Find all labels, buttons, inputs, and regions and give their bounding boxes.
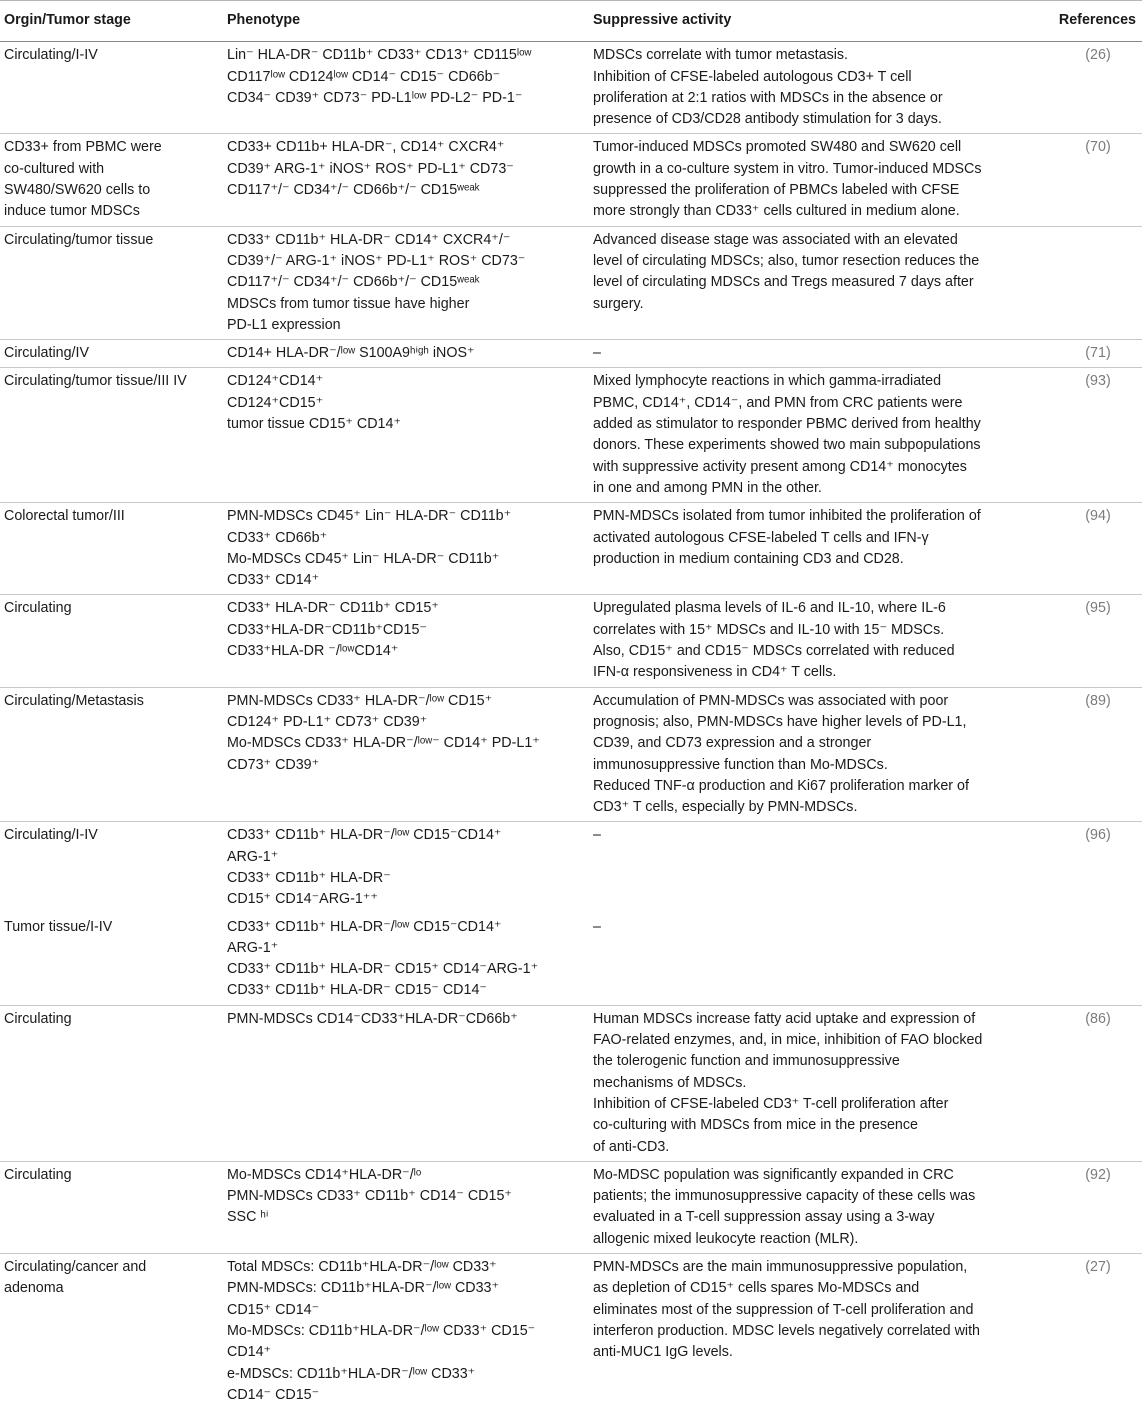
phenotype-line: CD34⁻ CD39⁺ CD73⁻ PD-L1ˡᵒʷ PD-L2⁻ PD-1⁻ xyxy=(227,89,523,106)
activity-line: Also, CD15⁺ and CD15⁻ MDSCs correlated with reduced xyxy=(593,643,955,660)
origin-line: Circulating/I-IV xyxy=(4,47,98,64)
origin-cell xyxy=(0,368,223,503)
origin-cell xyxy=(0,687,223,822)
table-row xyxy=(0,1161,1142,1253)
header-activity: Suppressive activity xyxy=(589,1,1028,42)
origin-line: Circulating/IV xyxy=(4,345,90,362)
table-row xyxy=(0,1005,1142,1161)
activity-cell xyxy=(589,914,1028,1006)
activity-line: – xyxy=(593,827,601,844)
origin-line: Circulating/Metastasis xyxy=(4,692,144,709)
activity-cell xyxy=(589,595,1028,687)
activity-line: evaluated in a T-cell suppression assay using a 3-way xyxy=(593,1209,935,1226)
phenotype-cell xyxy=(223,1161,589,1253)
activity-line: presence of CD3/CD28 antibody stimulation for 3 days. xyxy=(593,111,942,128)
origin-line: Circulating xyxy=(4,600,72,617)
activity-line: FAO-related enzymes, and, in mice, inhibition of FAO blocked xyxy=(593,1032,983,1049)
origin-line: Tumor tissue/I-IV xyxy=(4,918,113,935)
origin-line: Circulating/tumor tissue xyxy=(4,231,154,248)
phenotype-line: Mo-MDSCs CD14⁺HLA-DR⁻/ˡᵒ xyxy=(227,1166,422,1183)
activity-line: Accumulation of PMN-MDSCs was associated with poor xyxy=(593,692,949,709)
activity-line: CD3⁺ T cells, especially by PMN-MDSCs. xyxy=(593,799,858,816)
phenotype-line: CD117ˡᵒʷ CD124ˡᵒʷ CD14⁻ CD15⁻ CD66b⁻ xyxy=(227,68,501,85)
phenotype-line: e-MDSCs: CD11b⁺HLA-DR⁻/ˡᵒʷ CD33⁺ xyxy=(227,1365,476,1382)
phenotype-line: ARG-1⁺ xyxy=(227,848,279,865)
activity-cell xyxy=(589,134,1028,226)
phenotype-line: Lin⁻ HLA-DR⁻ CD11b⁺ CD33⁺ CD13⁺ CD115ˡᵒʷ xyxy=(227,47,532,64)
activity-line: Advanced disease stage was associated with an elevated xyxy=(593,231,958,248)
origin-line: Colorectal tumor/III xyxy=(4,508,125,525)
reference-cell xyxy=(1028,226,1142,339)
activity-line: prognosis; also, PMN-MDSCs have higher levels of PD-L1, xyxy=(593,713,967,730)
activity-line: of anti-CD3. xyxy=(593,1138,670,1155)
reference-cell: (86) xyxy=(1028,1005,1142,1161)
activity-line: IFN-α responsiveness in CD4⁺ T cells. xyxy=(593,664,837,681)
phenotype-line: CD33⁺HLA-DR ⁻/ˡᵒʷCD14⁺ xyxy=(227,643,399,660)
activity-cell xyxy=(589,687,1028,822)
header-references: References xyxy=(1028,1,1142,42)
origin-line: SW480/SW620 cells to xyxy=(4,182,151,199)
reference-cell: (92) xyxy=(1028,1161,1142,1253)
table-row xyxy=(0,42,1142,134)
activity-cell xyxy=(589,340,1028,368)
activity-cell xyxy=(589,1005,1028,1161)
activity-line: immunosuppressive function than Mo-MDSCs. xyxy=(593,756,888,773)
activity-cell xyxy=(589,226,1028,339)
activity-line: correlates with 15⁺ MDSCs and IL-10 with 15⁻ MDSCs. xyxy=(593,621,945,638)
activity-line: as depletion of CD15⁺ cells spares Mo-MDSCs and xyxy=(593,1280,920,1297)
activity-cell xyxy=(589,42,1028,134)
activity-line: donors. These experiments showed two main subpopulations xyxy=(593,437,981,454)
phenotype-line: CD33⁺ CD11b⁺ HLA-DR⁻/ˡᵒʷ CD15⁻CD14⁺ xyxy=(227,918,502,935)
table-row xyxy=(0,340,1142,368)
phenotype-line: CD33⁺ CD11b⁺ HLA-DR⁻ CD15⁺ CD14⁻ARG-1⁺ xyxy=(227,961,539,978)
activity-cell xyxy=(589,822,1028,914)
phenotype-line: CD124⁺CD15⁺ xyxy=(227,394,324,411)
origin-cell xyxy=(0,1254,223,1409)
phenotype-cell xyxy=(223,914,589,1006)
activity-line: with suppressive activity present among CD14⁺ monocytes xyxy=(593,458,967,475)
table-row xyxy=(0,595,1142,687)
table-row xyxy=(0,687,1142,822)
origin-cell xyxy=(0,42,223,134)
table-row xyxy=(0,226,1142,339)
origin-line: Circulating xyxy=(4,1010,72,1027)
activity-line: PMN-MDSCs isolated from tumor inhibited the proliferation of xyxy=(593,508,981,525)
activity-line: MDSCs correlate with tumor metastasis. xyxy=(593,47,849,64)
phenotype-line: CD14⁻ CD15⁻ xyxy=(227,1386,320,1403)
origin-line: Circulating xyxy=(4,1166,72,1183)
activity-line: Inhibition of CFSE-labeled CD3⁺ T-cell proliferation after xyxy=(593,1095,949,1112)
activity-line: PMN-MDSCs are the main immunosuppressive population, xyxy=(593,1259,968,1276)
phenotype-line: CD33⁺ HLA-DR⁻ CD11b⁺ CD15⁺ xyxy=(227,600,439,617)
origin-line: adenoma xyxy=(4,1280,64,1297)
phenotype-line: CD14⁺ xyxy=(227,1344,272,1361)
activity-line: Mixed lymphocyte reactions in which gamma-irradiated xyxy=(593,373,942,390)
reference-cell: (93) xyxy=(1028,368,1142,503)
activity-cell xyxy=(589,503,1028,595)
phenotype-line: tumor tissue CD15⁺ CD14⁺ xyxy=(227,416,402,433)
activity-line: Human MDSCs increase fatty acid uptake and expression of xyxy=(593,1010,976,1027)
phenotype-line: CD33⁺ CD66b⁺ xyxy=(227,529,328,546)
phenotype-cell xyxy=(223,1254,589,1409)
phenotype-line: PMN-MDSCs CD45⁺ Lin⁻ HLA-DR⁻ CD11b⁺ xyxy=(227,508,512,525)
reference-cell: (71) xyxy=(1028,340,1142,368)
phenotype-line: CD33⁺ CD11b⁺ HLA-DR⁻ xyxy=(227,869,391,886)
phenotype-line: Mo-MDSCs CD33⁺ HLA-DR⁻/ˡᵒʷ⁻ CD14⁺ PD-L1⁺ xyxy=(227,735,540,752)
origin-cell xyxy=(0,340,223,368)
phenotype-cell xyxy=(223,822,589,914)
phenotype-cell xyxy=(223,687,589,822)
phenotype-line: ARG-1⁺ xyxy=(227,939,279,956)
activity-line: co-culturing with MDSCs from mice in the presence xyxy=(593,1117,918,1134)
reference-cell: (94) xyxy=(1028,503,1142,595)
phenotype-line: CD14+ HLA-DR⁻/ˡᵒʷ S100A9ʰⁱᵍʰ iNOS⁺ xyxy=(227,345,475,362)
phenotype-cell xyxy=(223,368,589,503)
origin-line: Circulating/I-IV xyxy=(4,827,98,844)
table-row xyxy=(0,503,1142,595)
reference-cell: (96) xyxy=(1085,827,1111,844)
reference-cell: (26) xyxy=(1028,42,1142,134)
origin-line: Circulating/cancer and xyxy=(4,1259,147,1276)
reference-cell: (70) xyxy=(1028,134,1142,226)
phenotype-line: PMN-MDSCs CD14⁻CD33⁺HLA-DR⁻CD66b⁺ xyxy=(227,1010,518,1027)
activity-cell xyxy=(589,368,1028,503)
phenotype-line: PMN-MDSCs: CD11b⁺HLA-DR⁻/ˡᵒʷ CD33⁺ xyxy=(227,1280,500,1297)
phenotype-cell xyxy=(223,1005,589,1161)
phenotype-line: CD117⁺/⁻ CD34⁺/⁻ CD66b⁺/⁻ CD15ʷᵉᵃᵏ xyxy=(227,274,480,291)
phenotype-line: PD-L1 expression xyxy=(227,316,341,333)
phenotype-line: CD33+ CD11b+ HLA-DR⁻, CD14⁺ CXCR4⁺ xyxy=(227,139,505,156)
activity-line: growth in a co-culture system in vitro. Tumor-induced MDSCs xyxy=(593,160,982,177)
origin-line: CD33+ from PBMC were xyxy=(4,139,162,156)
activity-line: CD39, and CD73 expression and a stronger xyxy=(593,735,872,752)
activity-cell xyxy=(589,1161,1028,1253)
origin-cell xyxy=(0,134,223,226)
origin-line: co-cultured with xyxy=(4,160,105,177)
header-row xyxy=(0,1,1142,42)
activity-line: – xyxy=(593,345,601,362)
phenotype-cell xyxy=(223,134,589,226)
phenotype-cell xyxy=(223,503,589,595)
activity-line: proliferation at 2:1 ratios with MDSCs in the absence or xyxy=(593,89,943,106)
phenotype-line: CD124⁺ PD-L1⁺ CD73⁺ CD39⁺ xyxy=(227,713,428,730)
activity-line: level of circulating MDSCs; also, tumor resection reduces the xyxy=(593,252,980,269)
phenotype-line: Total MDSCs: CD11b⁺HLA-DR⁻/ˡᵒʷ CD33⁺ xyxy=(227,1259,497,1276)
activity-line: eliminates most of the suppression of T-cell proliferation and xyxy=(593,1301,974,1318)
origin-line: Circulating/tumor tissue/III IV xyxy=(4,373,187,390)
origin-cell xyxy=(0,595,223,687)
activity-line: more strongly than CD33⁺ cells cultured in medium alone. xyxy=(593,203,960,220)
origin-cell xyxy=(0,822,223,914)
phenotype-line: CD33⁺ CD14⁺ xyxy=(227,572,320,589)
origin-line: induce tumor MDSCs xyxy=(4,203,140,220)
phenotype-cell xyxy=(223,340,589,368)
activity-line: Reduced TNF-α production and Ki67 proliferation marker of xyxy=(593,777,969,794)
phenotype-cell xyxy=(223,595,589,687)
activity-line: Mo-MDSC population was significantly expanded in CRC xyxy=(593,1166,954,1183)
phenotype-line: CD33⁺ CD11b⁺ HLA-DR⁻/ˡᵒʷ CD15⁻CD14⁺ xyxy=(227,827,502,844)
activity-line: surgery. xyxy=(593,295,644,312)
origin-cell xyxy=(0,503,223,595)
header-origin: Orgin/Tumor stage xyxy=(0,1,223,42)
origin-cell xyxy=(0,226,223,339)
origin-cell xyxy=(0,1161,223,1253)
activity-line: patients; the immunosuppressive capacity of these cells was xyxy=(593,1188,976,1205)
activity-line: interferon production. MDSC levels negatively correlated with xyxy=(593,1322,980,1339)
phenotype-line: CD33⁺HLA-DR⁻CD11b⁺CD15⁻ xyxy=(227,621,427,638)
phenotype-cell xyxy=(223,226,589,339)
phenotype-cell xyxy=(223,42,589,134)
phenotype-line: CD117⁺/⁻ CD34⁺/⁻ CD66b⁺/⁻ CD15ʷᵉᵃᵏ xyxy=(227,182,480,199)
table-row xyxy=(0,822,1142,914)
phenotype-line: CD124⁺CD14⁺ xyxy=(227,373,324,390)
phenotype-line: Mo-MDSCs CD45⁺ Lin⁻ HLA-DR⁻ CD11b⁺ xyxy=(227,550,500,567)
phenotype-line: Mo-MDSCs: CD11b⁺HLA-DR⁻/ˡᵒʷ CD33⁺ CD15⁻ xyxy=(227,1322,536,1339)
phenotype-line: PMN-MDSCs CD33⁺ HLA-DR⁻/ˡᵒʷ CD15⁺ xyxy=(227,692,493,709)
activity-line: suppressed the proliferation of PBMCs labeled with CFSE xyxy=(593,182,960,199)
header-phenotype: Phenotype xyxy=(223,1,589,42)
phenotype-line: CD39⁺/⁻ ARG-1⁺ iNOS⁺ PD-L1⁺ ROS⁺ CD73⁻ xyxy=(227,252,526,269)
phenotype-line: CD15⁺ CD14⁻ xyxy=(227,1301,320,1318)
phenotype-line: MDSCs from tumor tissue have higher xyxy=(227,295,470,312)
activity-line: Inhibition of CFSE-labeled autologous CD3+ T cell xyxy=(593,68,912,85)
activity-line: activated autologous CFSE-labeled T cells and IFN-γ xyxy=(593,529,929,546)
reference-cell: (95) xyxy=(1028,595,1142,687)
phenotype-line: CD15⁺ CD14⁻ARG-1⁺⁺ xyxy=(227,891,378,908)
phenotype-line: CD73⁺ CD39⁺ xyxy=(227,756,320,773)
phenotype-line: PMN-MDSCs CD33⁺ CD11b⁺ CD14⁻ CD15⁺ xyxy=(227,1188,512,1205)
activity-line: added as stimulator to responder PBMC derived from healthy xyxy=(593,416,981,433)
origin-cell xyxy=(0,914,223,1006)
activity-line: level of circulating MDSCs and Tregs measured 7 days after xyxy=(593,274,974,291)
activity-cell xyxy=(589,1254,1028,1409)
table-row xyxy=(0,368,1142,503)
reference-cell: (89) xyxy=(1028,687,1142,822)
activity-line: – xyxy=(593,918,601,935)
activity-line: allogenic mixed leukocyte reaction (MLR). xyxy=(593,1230,859,1247)
activity-line: the tolerogenic function and immunosuppressive xyxy=(593,1053,900,1070)
phenotype-line: CD33⁺ CD11b⁺ HLA-DR⁻ CD15⁻ CD14⁻ xyxy=(227,982,487,999)
table-row xyxy=(0,914,1142,1006)
activity-line: production in medium containing CD3 and CD28. xyxy=(593,550,904,567)
reference-cell: (27) xyxy=(1085,1259,1111,1276)
phenotype-line: CD39⁺ ARG-1⁺ iNOS⁺ ROS⁺ PD-L1⁺ CD73⁻ xyxy=(227,160,514,177)
phenotype-line: CD33⁺ CD11b⁺ HLA-DR⁻ CD14⁺ CXCR4⁺/⁻ xyxy=(227,231,511,248)
activity-line: Tumor-induced MDSCs promoted SW480 and SW620 cell xyxy=(593,139,962,156)
table-row xyxy=(0,134,1142,226)
table-row xyxy=(0,1254,1142,1409)
reference-cell xyxy=(1028,914,1142,1006)
activity-line: PBMC, CD14⁺, CD14⁻, and PMN from CRC patients were xyxy=(593,394,963,411)
activity-line: anti-MUC1 IgG levels. xyxy=(593,1344,733,1361)
phenotype-line: SSC ʰⁱ xyxy=(227,1209,269,1226)
activity-line: mechanisms of MDSCs. xyxy=(593,1074,747,1091)
origin-cell xyxy=(0,1005,223,1161)
activity-line: in one and among PMN in the other. xyxy=(593,479,822,496)
activity-line: Upregulated plasma levels of IL-6 and IL-10, where IL-6 xyxy=(593,600,946,617)
